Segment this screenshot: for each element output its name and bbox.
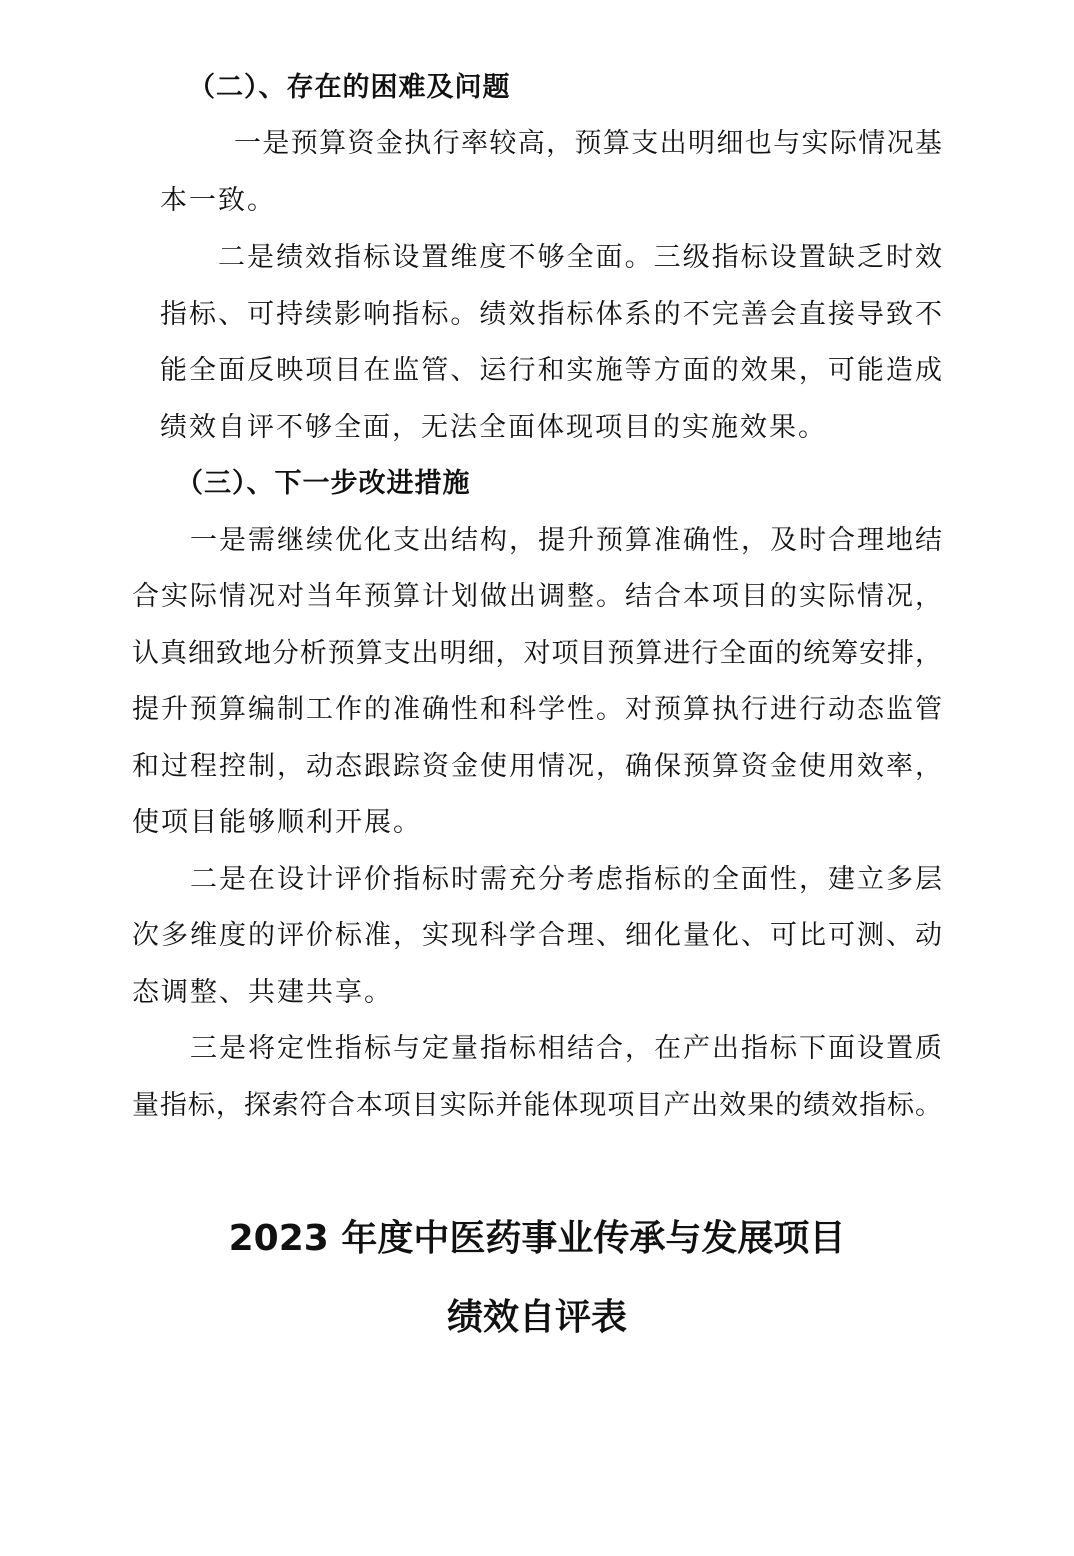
paragraph-line: 二是在设计评价指标时需充分考虑指标的全面性，建立多层 [190,864,942,895]
section-3-heading: （三）、下一步改进措施 [176,468,471,499]
report-title-line-2: 绩效自评表 [446,1297,627,1338]
paragraph-line: 态调整、共建共享。 [132,977,393,1008]
paragraph-line: 提升预算编制工作的准确性和科学性。对预算执行进行动态监管 [132,694,942,725]
paragraph-line: 合实际情况对当年预算计划做出调整。结合本项目的实际情况， [132,581,942,612]
section-2-heading: （二）、存在的困难及问题 [188,72,511,103]
report-title-line-1: 2023 年度中医药事业传承与发展项目 [228,1218,846,1259]
paragraph-line: 指标、可持续影响指标。绩效指标体系的不完善会直接导致不 [160,299,942,330]
paragraph-line: 使项目能够顺利开展。 [132,807,422,838]
paragraph-line: 本一致。 [160,185,276,216]
paragraph-line: 一是预算资金执行率较高，预算支出明细也与实际情况基 [234,128,942,159]
paragraph-line: 次多维度的评价标准，实现科学合理、细化量化、可比可测、动 [132,920,942,951]
paragraph-line: 二是绩效指标设置维度不够全面。三级指标设置缺乏时效 [218,242,942,273]
paragraph-line: 能全面反映项目在监管、运行和实施等方面的效果，可能造成 [160,355,942,386]
paragraph-line: 三是将定性指标与定量指标相结合，在产出指标下面设置质 [190,1033,942,1064]
paragraph-line: 和过程控制，动态跟踪资金使用情况，确保预算资金使用效率， [132,751,942,782]
paragraph-line: 量指标，探索符合本项目实际并能体现项目产出效果的绩效指标。 [132,1090,942,1121]
paragraph-line: 认真细致地分析预算支出明细，对项目预算进行全面的统筹安排， [132,638,942,669]
paragraph-line: 绩效自评不够全面，无法全面体现项目的实施效果。 [160,412,827,443]
paragraph-line: 一是需继续优化支出结构，提升预算准确性，及时合理地结 [190,525,942,556]
